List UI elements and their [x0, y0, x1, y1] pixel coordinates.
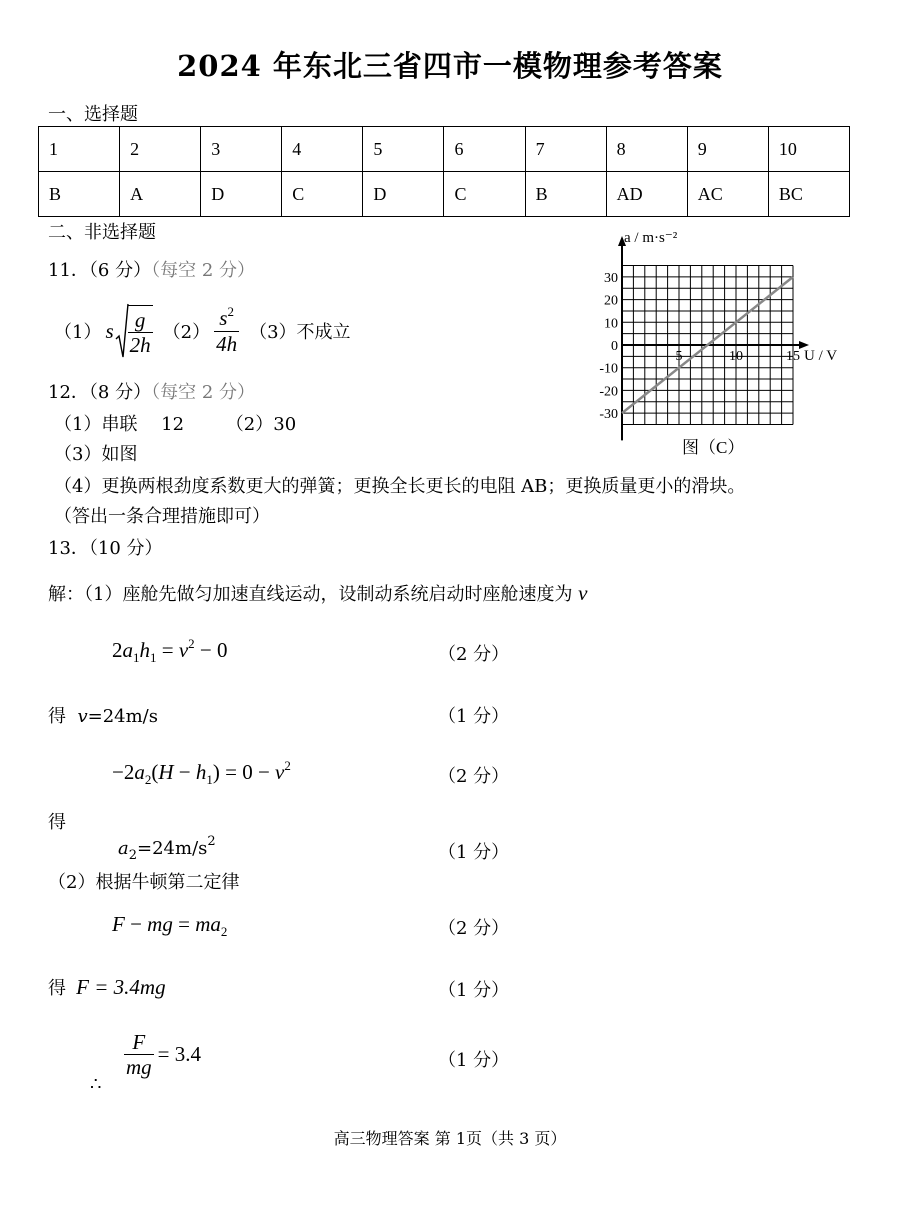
result-v	[48, 702, 158, 728]
result-a2-de: 得	[48, 812, 66, 833]
y-tick-label: 30	[604, 270, 618, 286]
table-cell: 6	[444, 127, 525, 172]
q12-line-3: （4）更换两根劲度系数更大的弹簧；更换全长更长的电阻 AB；更换质量更小的滑块。	[54, 476, 746, 497]
chart-y-axis-label: a / m·s⁻²	[624, 230, 678, 246]
y-tick-label: -20	[599, 384, 618, 400]
q11-part1-denominator: 2h	[129, 333, 151, 357]
result-a2	[118, 834, 216, 863]
y-tick-label: -10	[599, 361, 618, 377]
mark-6: （1 分）	[438, 980, 510, 1001]
result-v-de: 得	[48, 706, 66, 727]
result-a2-value: =24m/s	[137, 838, 208, 859]
mark-3: （2 分）	[438, 766, 510, 787]
q13-intro-variable: v	[578, 581, 588, 605]
result-a2-subscript: 2	[128, 848, 138, 863]
q13-intro	[48, 580, 588, 606]
a-u-graph	[586, 228, 848, 460]
result-f-equation: F = 3.4mg	[76, 975, 166, 999]
table-cell: C	[444, 172, 525, 217]
table-cell: 1	[39, 127, 120, 172]
mark-1: （2 分）	[438, 644, 510, 665]
q11-part2-denominator: 4h	[216, 331, 238, 356]
q13-number: 13．	[48, 538, 89, 559]
table-cell: 3	[201, 127, 282, 172]
table-cell: AD	[606, 172, 687, 217]
q12-line-1: （1）串联 12 （2）30	[54, 414, 297, 435]
q11-part3: （3）不成立	[249, 322, 351, 343]
answer-row	[39, 172, 850, 217]
ratio-numerator: F	[124, 1030, 154, 1055]
q11-part2-fraction	[214, 306, 239, 355]
page-title: 2024 年东北三省四市一模物理参考答案	[177, 49, 723, 83]
x-tick-label: 15	[786, 349, 800, 364]
q11-part2-numerator-base: s	[219, 306, 228, 331]
x-tick-label: 5	[675, 349, 683, 364]
table-cell: C	[282, 172, 363, 217]
table-cell: 4	[282, 127, 363, 172]
table-cell: B	[525, 172, 606, 217]
q11-part1-fraction	[128, 305, 153, 357]
ratio-denominator: mg	[126, 1055, 152, 1080]
table-cell: BC	[768, 172, 849, 217]
q11-part2-numerator	[214, 306, 239, 331]
answer-table	[38, 126, 850, 217]
q13-header	[48, 534, 163, 560]
section-1-heading: 一、选择题	[48, 104, 138, 125]
chart-caption: 图（C）	[682, 438, 745, 457]
mark-4: （1 分）	[438, 842, 510, 863]
y-tick-label: 10	[604, 316, 618, 332]
table-cell: A	[120, 172, 201, 217]
equation-2: $-2a_2(H - h_1) = 0 - v^2$	[112, 758, 291, 787]
table-cell: D	[201, 172, 282, 217]
chart-x-axis-label: U / V	[804, 348, 838, 364]
q11-header	[48, 256, 255, 282]
q13-score: （10 分）	[88, 538, 163, 559]
question-number-row	[39, 127, 850, 172]
mark-7: （1 分）	[438, 1050, 510, 1071]
q11-part2-label: （2）	[162, 322, 211, 343]
table-cell: 5	[363, 127, 444, 172]
table-cell: B	[39, 172, 120, 217]
y-tick-label: 0	[611, 339, 618, 354]
q12-score: （8 分）	[88, 382, 152, 403]
table-cell: AC	[687, 172, 768, 217]
equation-4	[124, 1030, 201, 1079]
table-cell: 8	[606, 127, 687, 172]
table-cell: 2	[120, 127, 201, 172]
q11-part1-label: （1）	[54, 322, 102, 343]
table-cell: 10	[768, 127, 849, 172]
therefore-sign: ∴	[90, 1074, 102, 1095]
y-tick-label: -30	[599, 407, 618, 423]
table-cell: 7	[525, 127, 606, 172]
section-2-heading: 二、非选择题	[48, 222, 156, 243]
q11-part2-numerator-exp: 2	[227, 304, 234, 320]
q13-part2-heading: （2）根据牛顿第二定律	[48, 872, 240, 893]
mark-5: （2 分）	[438, 918, 510, 939]
q11-score: （6 分）	[88, 260, 152, 281]
sqrt-sign-icon	[115, 301, 129, 361]
q11-note: （每空 2 分）	[151, 260, 255, 281]
q13-intro-text: 解：（1）座舱先做匀加速直线运动，设制动系统启动时座舱速度为	[48, 584, 579, 605]
table-cell: D	[363, 172, 444, 217]
q12-line-4: （答出一条合理措施即可）	[54, 506, 270, 527]
ratio-fraction	[124, 1030, 154, 1079]
equation-1: $2a_1h_1 = v^2 - 0$	[112, 636, 228, 665]
result-v-value: =24m/s	[87, 706, 158, 727]
q11-part1-s: s	[105, 318, 114, 343]
q11-number: 11．	[48, 260, 89, 281]
y-tick-label: 20	[604, 293, 618, 309]
equation-3: F − mg = $ma_2$	[112, 912, 228, 939]
result-a2-exponent: 2	[207, 834, 216, 849]
q11-answers	[54, 296, 351, 366]
ratio-value: = 3.4	[157, 1042, 202, 1067]
q11-part1-numerator: g	[128, 308, 153, 333]
mark-2: （1 分）	[438, 706, 510, 727]
result-v-variable: v	[77, 706, 88, 727]
q12-line-2: （3）如图	[54, 444, 138, 465]
q12-number: 12．	[48, 382, 89, 403]
table-cell: 9	[687, 127, 768, 172]
page-footer: 高三物理答案 第 1页（共 3 页）	[333, 1129, 567, 1148]
result-f-de: 得	[48, 978, 66, 999]
x-tick-label: 10	[729, 349, 743, 364]
result-f	[48, 974, 166, 1000]
q12-header	[48, 378, 255, 404]
result-a2-variable: a	[118, 838, 129, 859]
q12-note: （每空 2 分）	[151, 382, 255, 403]
